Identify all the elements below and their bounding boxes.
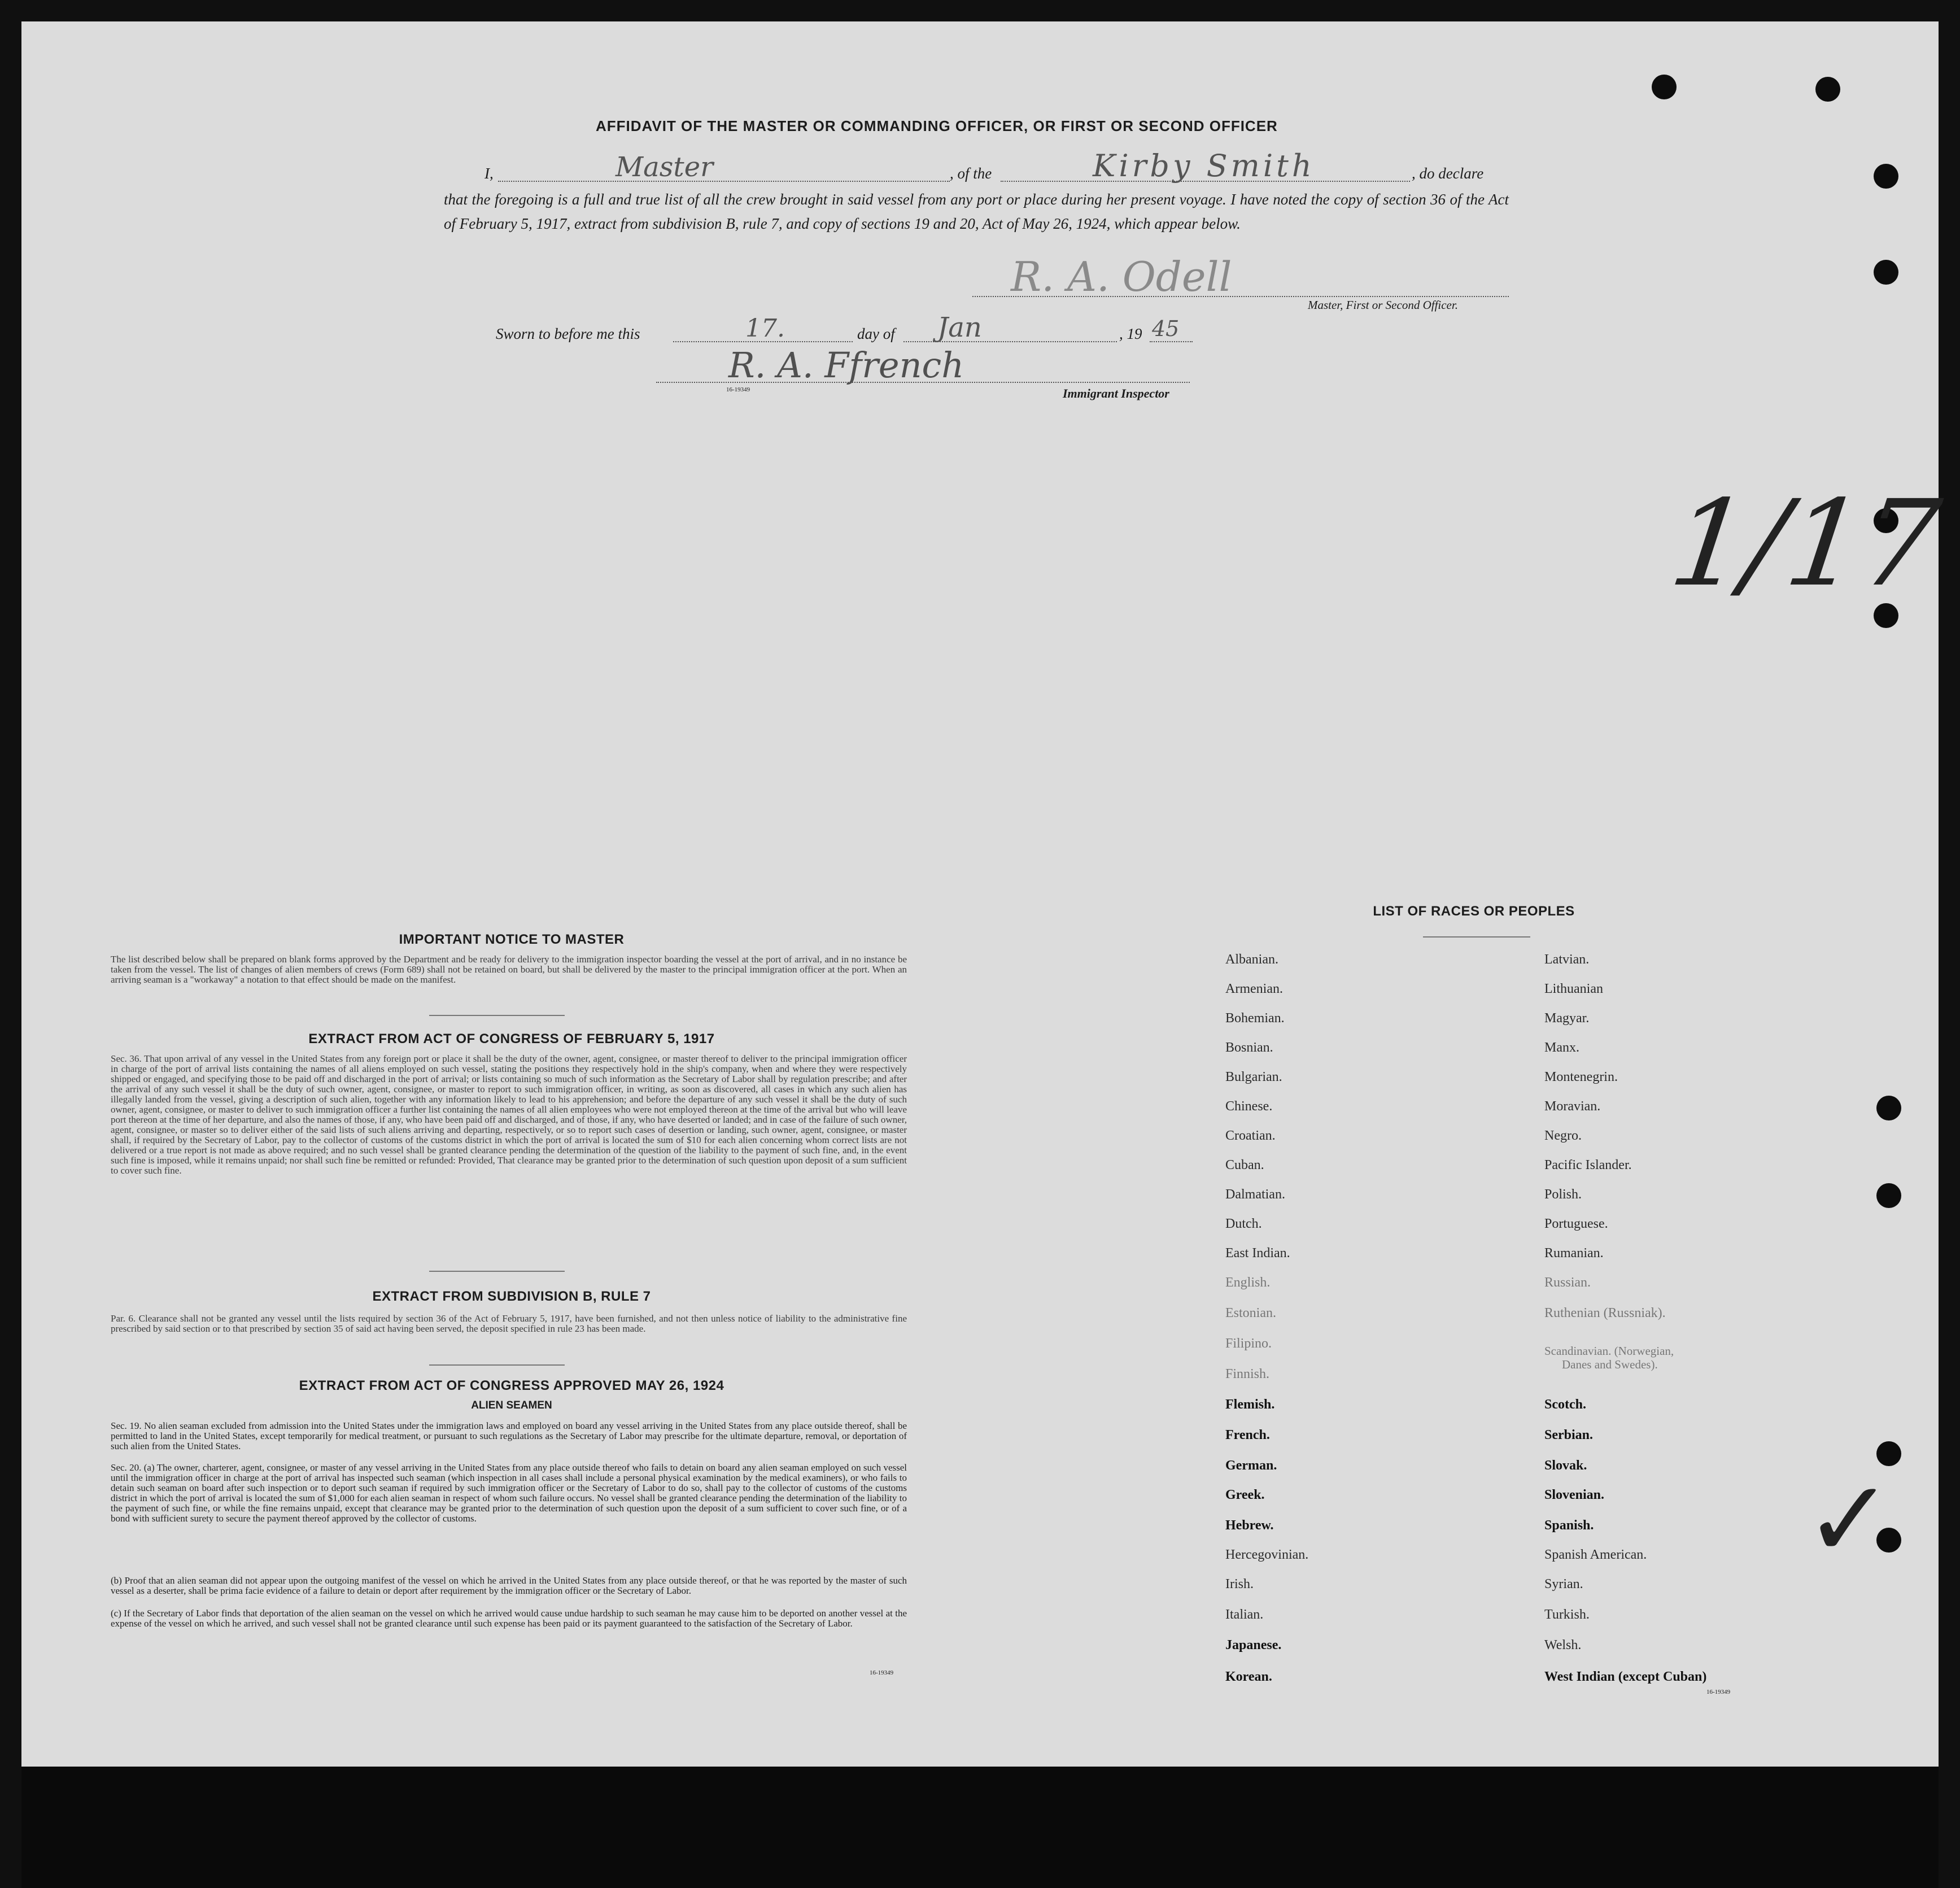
race-left: Cuban. [1225, 1158, 1264, 1172]
race-left: Dalmatian. [1225, 1187, 1285, 1202]
race-right: Scotch. [1544, 1397, 1586, 1412]
section-19-text: Sec. 19. No alien seaman excluded from admission into the United States under the immigration laws and employed on board any vessel arriving in the United States from any place outside thereof, shall be permitted to land in the United States, except temporarily for medical treatment, or pursuant to such regulations as the Secretary of Labor may prescribe for the ultimate departure, removal, or deportation of such alien from the United States. [111, 1420, 907, 1451]
race-right: Turkish. [1544, 1607, 1590, 1622]
race-left: Filipino. [1225, 1336, 1272, 1351]
extract-rule7-text: Par. 6. Clearance shall not be granted any vessel until the lists required by section 36 of the Act of February 5, 1917, have been furnished, and not then unless notice of liability to the administrative fine prescribed by said section or to that prescribed by section 35 of said act having been served, the deposit specified in rule 23 has been made. [111, 1313, 907, 1334]
race-right: Russian. [1544, 1275, 1591, 1290]
year-value: 45 [1152, 316, 1180, 341]
extract-1917-text: Sec. 36. That upon arrival of any vessel in the United States from any foreign port or place it shall be the duty of the owner, agent, consignee, or master thereof to deliver to the principal immigration officer in charge of the port of arrival lists containing the names of all aliens employed on such vessel, stating the positions they respectively hold in the ship's company, when and where they were respectively shipped or engaged, and specifying those to be paid off and discharged in the port of arrival; or lists containing so much of such information as the Secretary of Labor shall by regulation prescribe; and after the arrival of any such vessel it shall be the duty of such owner, agent, consignee, or master to report to such immigration officer, in writing, as soon as discovered, all cases in which any such alien has illegally landed from the vessel, giving a description of such alien, together with any information likely to lead to his apprehension; and before the departure of any such vessel it shall be the duty of such owner, agent, consignee, or master to deliver to such immigration officer a further list containing the names of all alien employees who were not employed thereon at the time of the arrival but who will leave port thereon at the time of her departure, and also the names of those, if any, who have been paid off and discharged, and of those, if any, who have deserted or landed; and in case of the failure of such owner, agent, consignee, or master so to deliver either of the said lists of such aliens arriving and departing, respectively, or so to report such cases of desertion or landing, such owner, agent, consignee, or master shall, if required by the Secretary of Labor, pay to the collector of customs of the customs district in which the port of arrival is located the sum of $10 for each alien concerning whom correct lists are not delivered or a true report is not made as above required; and no such vessel shall be granted clearance pending the determination of the question of the liability to the payment of such fine, and, in the event such fine is imposed, while it remains unpaid; nor shall such fine be remitted or refunded: Provided, That clearance may be granted prior to the determination of such question upon deposit of a sum sufficient to cover such fine. [111, 1053, 907, 1176]
race-right: Manx. [1544, 1040, 1579, 1055]
form-number: 16-19349 [726, 386, 750, 393]
race-left: Bohemian. [1225, 1011, 1285, 1026]
name-value: Master [615, 151, 714, 183]
extract-1917-title: EXTRACT FROM ACT OF CONGRESS OF FEBRUARY 5, 1917 [308, 1031, 715, 1047]
race-left: Bosnian. [1225, 1040, 1273, 1055]
race-right-continuation: Danes and Swedes). [1562, 1358, 1658, 1371]
day-value: 17. [745, 314, 785, 343]
month-value: Jan [937, 312, 982, 343]
race-left: Albanian. [1225, 952, 1278, 967]
section-20c-text: (c) If the Secretary of Labor finds that deportation of the alien seaman on the vessel on which he arrived would cause undue hardship to such seaman he may cause him to be deported on another vessel at the expense of the vessel on which he arrived, and such vessel shall not be granted clearance until such expense has been paid or its payment guaranteed to the satisfaction of the Secretary of Labor. [111, 1608, 907, 1629]
race-right: Pacific Islander. [1544, 1158, 1632, 1172]
page-mark: 1/17 [1649, 474, 1960, 613]
sworn-label: Sworn to before me this [496, 325, 640, 342]
divider [1423, 936, 1530, 938]
race-left: Hercegovinian. [1225, 1547, 1309, 1562]
punch-hole [1874, 260, 1898, 285]
race-left: Greek. [1225, 1488, 1265, 1502]
race-left: German. [1225, 1458, 1277, 1473]
race-right: Portuguese. [1544, 1216, 1608, 1231]
race-left: Dutch. [1225, 1216, 1262, 1231]
race-left: Estonian. [1225, 1306, 1276, 1320]
race-left: Italian. [1225, 1607, 1264, 1622]
vessel-value: Kirby Smith [1093, 148, 1315, 184]
master-signature: R. A. Odell [1011, 253, 1232, 300]
race-left: Flemish. [1225, 1397, 1275, 1412]
race-left: Japanese. [1225, 1638, 1282, 1652]
race-right: Ruthenian (Russniak). [1544, 1306, 1666, 1320]
race-right: Latvian. [1544, 952, 1590, 967]
race-right: Montenegrin. [1544, 1070, 1618, 1084]
races-form-number: 16-19349 [1706, 1689, 1731, 1695]
divider [429, 1271, 565, 1272]
name-line [498, 181, 950, 182]
race-left: Croatian. [1225, 1128, 1276, 1143]
punch-hole [1815, 77, 1840, 102]
scan-edge [21, 1767, 1939, 1888]
master-signature-label: Master, First or Second Officer. [1308, 298, 1458, 312]
extract-1924-title: EXTRACT FROM ACT OF CONGRESS APPROVED MAY 26, 1924 [299, 1378, 724, 1393]
race-right: Welsh. [1544, 1638, 1582, 1652]
section-20b-text: (b) Proof that an alien seaman did not appear upon the outgoing manifest of the vessel on which he arrived in the United States from any place outside thereof, or that he was reported by the master of such vessel as a deserter, shall be prima facie evidence of a failure to detain or deport after requirement by the immigration officer or the Secretary of Labor. [111, 1575, 907, 1596]
race-right: Slovenian. [1544, 1488, 1605, 1502]
extract-1924-subtitle: ALIEN SEAMEN [471, 1399, 552, 1411]
inspector-label: Immigrant Inspector [1063, 386, 1169, 400]
year-line [1150, 341, 1193, 342]
race-left: Armenian. [1225, 982, 1283, 996]
affidavit-title: AFFIDAVIT OF THE MASTER OR COMMANDING OFFICER, OR FIRST OR SECOND OFFICER [596, 117, 1278, 134]
year-label: , 19 [1119, 325, 1142, 342]
race-right: West Indian (except Cuban) [1544, 1669, 1707, 1684]
day-of-label: day of [857, 325, 895, 342]
declare-label: , do declare [1412, 165, 1484, 182]
extract-rule7-title: EXTRACT FROM SUBDIVISION B, RULE 7 [372, 1289, 651, 1304]
race-left: Bulgarian. [1225, 1070, 1282, 1084]
divider [429, 1015, 565, 1016]
race-right: Serbian. [1544, 1428, 1594, 1442]
race-right: Magyar. [1544, 1011, 1590, 1026]
race-right: Polish. [1544, 1187, 1582, 1202]
race-right: Scandinavian. (Norwegian, [1544, 1344, 1674, 1358]
race-left: Finnish. [1225, 1367, 1270, 1381]
notice-title: IMPORTANT NOTICE TO MASTER [399, 932, 625, 947]
race-right: Syrian. [1544, 1577, 1583, 1591]
punch-hole [1652, 75, 1677, 99]
race-left: Korean. [1225, 1669, 1272, 1684]
divider [429, 1364, 565, 1366]
race-right: Negro. [1544, 1128, 1582, 1143]
notice-text: The list described below shall be prepared on blank forms approved by the Department and be ready for delivery to the immigration inspector boarding the vessel at the port of arrival, and in no instance be taken from the vessel. The list of changes of alien members of crews (Form 689) shall not be retained on board, but shall be delivered by the master to the principal immigration officer at the port. When an arriving seaman is a "workaway" a notation to that effect should be made on the manifest. [111, 954, 907, 985]
declaration-text: that the foregoing is a full and true list of all the crew brought in said vessel from any port or place during her present voyage. I have noted the copy of section 36 of the Act of February 5, 1917, extract from subdivision B, rule 7, and copy of sections 19 and 20, Act of May 26, 1924, which appear below. [444, 191, 1509, 232]
race-left: French. [1225, 1428, 1270, 1442]
punch-hole [1876, 1183, 1901, 1208]
race-right: Lithuanian [1544, 982, 1603, 996]
race-left: Hebrew. [1225, 1518, 1274, 1533]
races-title: LIST OF RACES OR PEOPLES [1373, 904, 1575, 919]
race-left: English. [1225, 1275, 1271, 1290]
race-left: Irish. [1225, 1577, 1254, 1591]
race-left: East Indian. [1225, 1246, 1290, 1261]
punch-hole [1874, 164, 1898, 189]
race-right: Slovak. [1544, 1458, 1587, 1473]
race-right: Spanish. [1544, 1518, 1594, 1533]
race-right: Rumanian. [1544, 1246, 1604, 1261]
race-left: Chinese. [1225, 1099, 1273, 1114]
section-20a-text: Sec. 20. (a) The owner, charterer, agent, consignee, or master of any vessel arriving in the United States from any place outside thereof who fails to detain on board any alien seaman employed on such vessel until the immigration officer in charge at the port of arrival has inspected such seaman (which inspection in all cases shall include a personal physical examination by the medical examiners), or who fails to detain such seaman on board after such inspection or to deport such seaman if required by such immigration officer or the Secretary of Labor to do so, shall pay to the collector of customs of the customs district in which the port of arrival is located the sum of $1,000 for each alien seaman in respect of whom such failure occurs. No vessel shall be granted clearance pending the determination of the liability to the payment of such fine, or while the fine remains unpaid, except that clearance may be granted prior to the determination of such question upon the deposit of a sum sufficient to cover such fine, or of a bond with sufficient surety to secure the payment thereof approved by the collector of customs. [111, 1462, 907, 1524]
i-label: I, [484, 165, 494, 182]
inspector-signature: R. A. Ffrench [728, 345, 964, 386]
of-the-label: , of the [950, 165, 992, 182]
month-line [903, 341, 1117, 342]
extract-form-number: 16-19349 [870, 1669, 894, 1676]
punch-hole [1876, 1096, 1901, 1120]
race-right: Spanish American. [1544, 1547, 1647, 1562]
check-mark: ✓ [1804, 1457, 1894, 1582]
race-right: Moravian. [1544, 1099, 1601, 1114]
